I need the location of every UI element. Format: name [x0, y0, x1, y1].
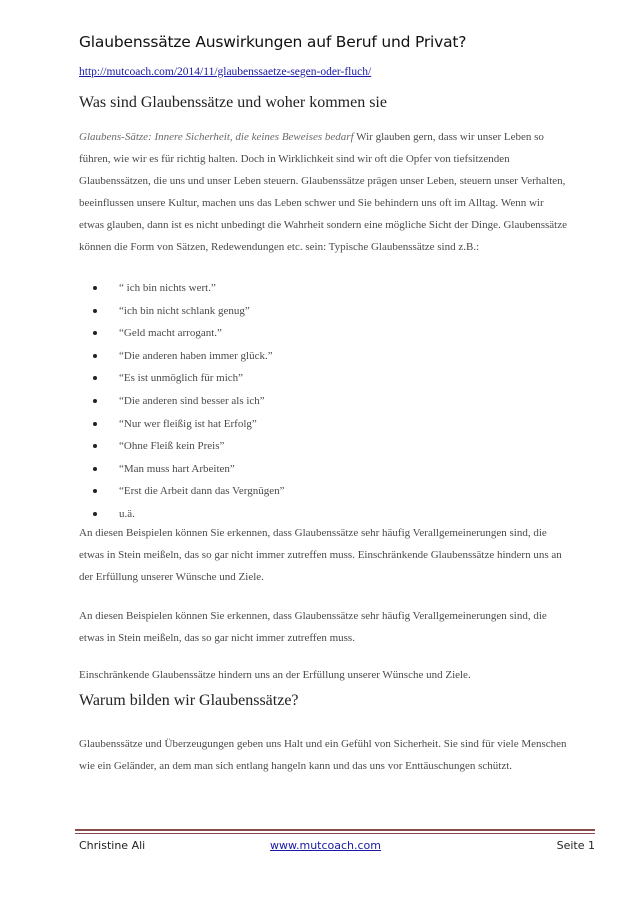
- footer-author: Christine Ali: [79, 839, 146, 852]
- paragraph-generalizations: An diesen Beispielen können Sie erkennen, dass Glaubenssätze sehr häufig Verallgemeinerungen sind, die etwas in Stein meißeln, das so gar nicht immer zutreffen muss. Einschränkende Glaubenssätze hindern uns an der Erfüllung unserer Wünsche und Ziele.: [79, 527, 562, 583]
- footer-divider-thin: [75, 833, 595, 834]
- footer-website-link[interactable]: www.mutcoach.com: [270, 839, 382, 852]
- paragraph-why: Glaubenssätze und Überzeugungen geben uns Halt und ein Gefühl von Sicherheit. Sie sind für viele Menschen wie ein Geländer, an dem man sich entlang hangeln kann und das uns vor Enttäuschungen schützt.: [79, 738, 567, 772]
- list-item: “Ohne Fleiß kein Preis”: [79, 435, 559, 458]
- bullet-icon: [93, 354, 97, 358]
- bullet-icon: [93, 512, 97, 516]
- page-footer: [79, 839, 595, 857]
- footer-page-number: Seite 1: [556, 839, 595, 852]
- section-heading-what: Was sind Glaubenssätze und woher kommen sie: [79, 94, 387, 111]
- bullet-icon: [93, 286, 97, 290]
- source-link[interactable]: http://mutcoach.com/2014/11/glaubenssaetze-segen-oder-fluch/: [79, 66, 372, 78]
- paragraph-limiting-beliefs: Einschränkende Glaubenssätze hindern uns an der Erfüllung unserer Wünsche und Ziele.: [79, 669, 471, 681]
- examples-list: [79, 277, 559, 526]
- bullet-icon: [93, 309, 97, 313]
- bullet-icon: [93, 422, 97, 426]
- list-item: “Es ist unmöglich für mich”: [79, 367, 559, 390]
- list-item: “ ich bin nichts wert.”: [79, 277, 559, 300]
- section-heading-why: Warum bilden wir Glaubenssätze?: [79, 692, 299, 709]
- intro-body-text: Wir glauben gern, dass wir unser Leben so führen, wie wir es für richtig halten. Doch in Wirklichkeit sind wir oft die Opfer von tiefsitzenden Glaubenssätzen, die uns und unser Leben steuern. Glaubenssätze prägen unser Leben, steuern unser Verhalten, beeinflussen unsere Kultur, machen uns das Leben schwer und Sie behindern uns oft im Alltag. Wenn wir etwas glauben, dann ist es nicht unbedingt die Wahrheit sondern eine mögliche Sicht der Dinge. Glaubenssätze können die Form von Sätzen, Redewendungen etc. sein: Typische Glaubenssätze sind z.B.:: [79, 131, 567, 253]
- list-item: “Geld macht arrogant.”: [79, 322, 559, 345]
- list-item: u.ä.: [79, 503, 559, 526]
- list-item: “Erst die Arbeit dann das Vergnügen”: [79, 480, 559, 503]
- intro-italic-lead: Glaubens-Sätze: Innere Sicherheit, die keines Beweises bedarf: [79, 131, 354, 143]
- bullet-icon: [93, 467, 97, 471]
- list-item: “Die anderen sind besser als ich”: [79, 390, 559, 413]
- paragraph-generalizations-short: An diesen Beispielen können Sie erkennen, dass Glaubenssätze sehr häufig Verallgemeinerungen sind, die etwas in Stein meißeln, das so gar nicht immer zutreffen muss.: [79, 610, 547, 644]
- bullet-icon: [93, 399, 97, 403]
- document-title: Glaubenssätze Auswirkungen auf Beruf und Privat?: [79, 33, 467, 51]
- list-item: “ich bin nicht schlank genug”: [79, 300, 559, 323]
- list-item: “Man muss hart Arbeiten”: [79, 458, 559, 481]
- footer-divider: [75, 829, 595, 831]
- bullet-icon: [93, 376, 97, 380]
- bullet-icon: [93, 444, 97, 448]
- list-item: “Die anderen haben immer glück.”: [79, 345, 559, 368]
- intro-paragraph: [79, 126, 569, 258]
- bullet-icon: [93, 331, 97, 335]
- list-item: “Nur wer fleißig ist hat Erfolg”: [79, 413, 559, 436]
- bullet-icon: [93, 489, 97, 493]
